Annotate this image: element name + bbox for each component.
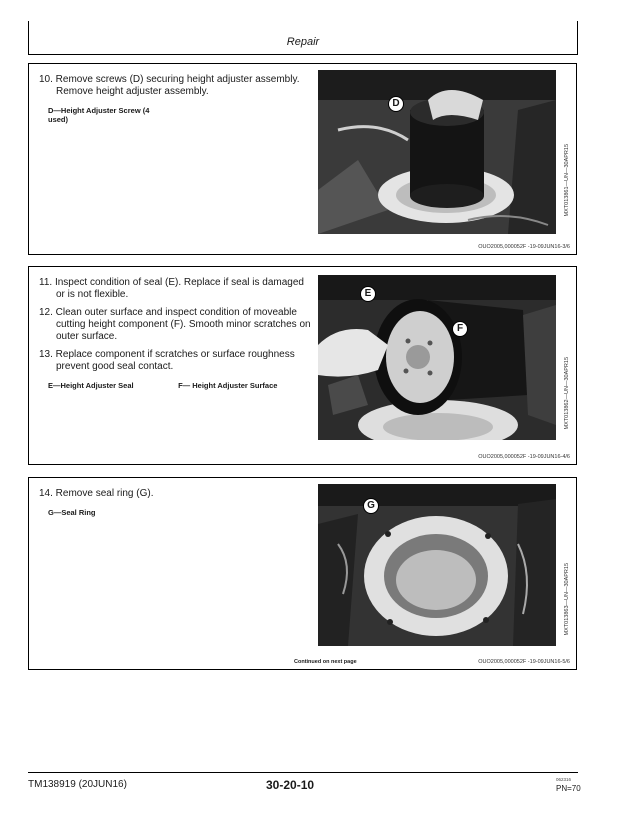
photo-id-label: MXT013862—UN—30APR15: [564, 357, 570, 430]
legend-item-e: E—Height Adjuster Seal: [48, 381, 134, 390]
legend-item-f: F— Height Adjuster Surface: [178, 381, 278, 390]
steps-block: [39, 488, 307, 517]
step-13: 13. Replace component if scratches or surface roughness prevent good seal contact.: [39, 349, 295, 372]
footer-date-code: 062316: [556, 777, 572, 782]
footer-page-number: 30-20-10: [266, 778, 315, 792]
procedure-section-3: [28, 477, 577, 670]
steps-block: [39, 74, 307, 124]
photo-id-label: MXT013863—UN—30APR15: [564, 563, 570, 636]
footer-pn: PN=70: [556, 784, 581, 793]
photo-id-label: MXT013861—UN—30APR15: [564, 144, 570, 217]
procedure-section-1: [28, 63, 577, 255]
reference-code: OUO2005,000052F -19-09JUN16-4/6: [478, 454, 570, 460]
step-10: 10. Remove screws (D) securing height adjuster assembly. Remove height adjuster assembly.: [39, 74, 300, 97]
legend-item-g: G—Seal Ring: [48, 508, 96, 517]
step-12: 12. Clean outer surface and inspect condition of moveable cutting height component (F). Smooth minor scratches on outer surface.: [39, 307, 311, 342]
header-rule: [28, 54, 578, 55]
callout-f: F: [452, 321, 468, 337]
step-14: 14. Remove seal ring (G).: [39, 488, 154, 499]
photo-seal-inspection: [318, 275, 556, 440]
footer-doc-id: TM138919 (20JUN16): [28, 779, 127, 790]
photo-height-adjuster-screws: [318, 70, 556, 234]
callout-d: D: [388, 96, 404, 112]
footer-rule: [28, 772, 578, 773]
callout-e: E: [360, 286, 376, 302]
reference-code: OUO2005,000052F -19-09JUN16-5/6: [478, 659, 570, 665]
step-11: 11. Inspect condition of seal (E). Replace if seal is damaged or is not flexible.: [39, 277, 304, 300]
legend: [39, 508, 307, 517]
procedure-section-2: [28, 266, 577, 465]
legend-item-d: D—Height Adjuster Screw (4 used): [48, 106, 150, 124]
steps-block: [39, 277, 311, 390]
continued-note: Continued on next page: [294, 659, 357, 665]
legend: [39, 381, 311, 390]
callout-g: G: [363, 498, 379, 514]
page-header-title: Repair: [286, 36, 320, 48]
reference-code: OUO2005,000052F -19-09JUN16-3/6: [478, 244, 570, 250]
photo-seal-ring: [318, 484, 556, 646]
legend: [39, 106, 158, 124]
